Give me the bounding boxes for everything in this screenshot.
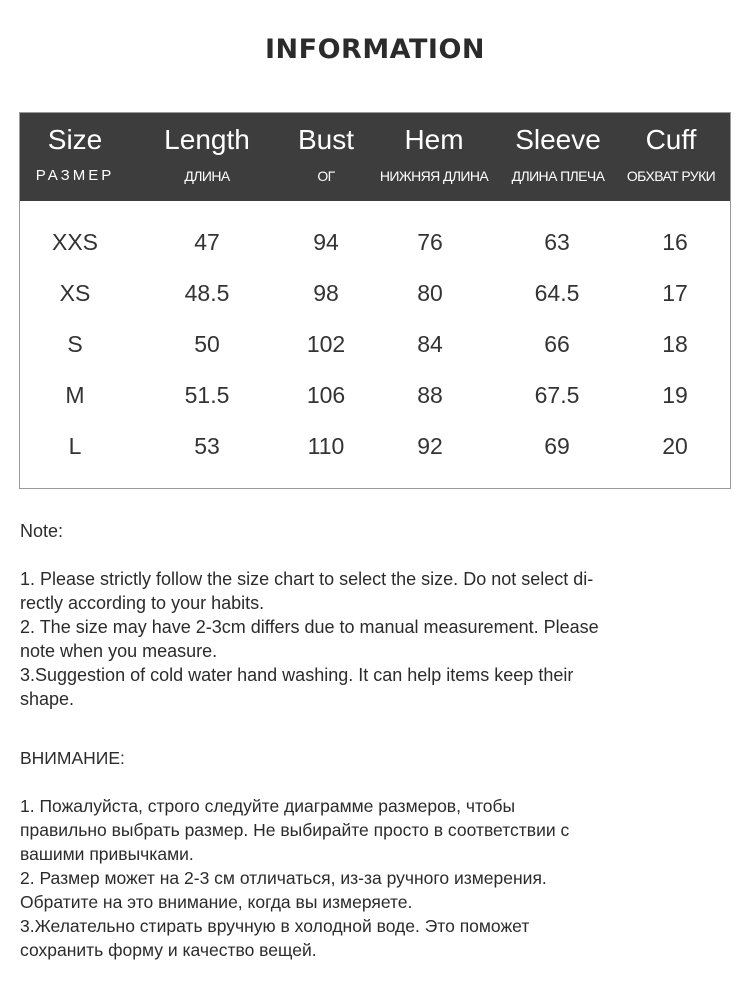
header-bust: Bust (297, 124, 355, 155)
cell-sleeve: 63 (544, 229, 570, 255)
page-title: INFORMATION (264, 34, 485, 65)
header-sleeve-ru: ДЛИНА ПЛЕЧА (511, 168, 605, 184)
table-header (20, 113, 730, 201)
cell-bust: 102 (306, 331, 346, 357)
cell-sleeve: 64.5 (534, 280, 580, 306)
cell-hem: 92 (417, 433, 443, 459)
cell-sleeve: 69 (544, 433, 570, 459)
cell-hem: 88 (417, 382, 443, 408)
cell-size: XXS (51, 229, 99, 255)
note-english (20, 519, 720, 711)
cell-hem: 76 (417, 229, 443, 255)
cell-size: L (68, 433, 82, 459)
cell-length: 48.5 (184, 280, 230, 306)
note-line: 1. Пожалуйста, строго следуйте диаграмме размеров, чтобы (20, 796, 516, 816)
cell-sleeve: 67.5 (534, 382, 580, 408)
cell-hem: 84 (417, 331, 443, 357)
header-length-ru: ДЛИНА (184, 168, 230, 184)
cell-bust: 110 (307, 433, 345, 459)
header-sleeve: Sleeve (515, 124, 601, 155)
cell-cuff: 17 (662, 280, 688, 306)
header-hem-ru: НИЖНЯЯ ДЛИНА (379, 168, 489, 184)
header-length: Length (164, 124, 250, 155)
note-line: 3.Желательно стирать вручную в холодной воде. Это поможет (20, 916, 530, 936)
cell-cuff: 16 (662, 229, 688, 255)
size-chart-table (19, 112, 731, 489)
note-line: 3.Suggestion of cold water hand washing. It can help items keep their (20, 665, 574, 685)
header-hem: Hem (404, 124, 464, 155)
note-line: note when you measure. (20, 641, 218, 661)
cell-bust: 98 (313, 280, 339, 306)
header-size: Size (47, 124, 103, 155)
note-line: Обратите на это внимание, когда вы измеряете. (20, 892, 413, 912)
cell-sleeve: 66 (544, 331, 570, 357)
cell-length: 47 (194, 229, 220, 255)
cell-bust: 94 (313, 229, 339, 255)
note-line: shape. (20, 689, 75, 709)
cell-cuff: 20 (662, 433, 688, 459)
cell-length: 51.5 (184, 382, 230, 408)
note-line: правильно выбрать размер. Не выбирайте просто в соответствии с (20, 820, 570, 840)
note-line: вашими привычками. (20, 844, 194, 864)
cell-hem: 80 (417, 280, 443, 306)
note-heading-ru: ВНИМАНИЕ: (20, 748, 125, 768)
cell-size: S (67, 331, 83, 357)
note-line: сохранить форму и качество вещей. (20, 940, 317, 960)
note-line: 2. Размер может на 2-3 см отличаться, из-за ручного измерения. (20, 868, 547, 888)
header-cuff-ru: ОБХВАТ РУКИ (626, 168, 716, 184)
header-bust-ru: ОГ (317, 168, 335, 184)
note-line: rectly according to your habits. (20, 593, 265, 613)
cell-size: XS (59, 280, 91, 306)
header-cuff: Cuff (645, 124, 697, 155)
cell-bust: 106 (306, 382, 346, 408)
cell-size: M (65, 382, 85, 408)
cell-cuff: 19 (662, 382, 688, 408)
cell-length: 53 (194, 433, 220, 459)
header-size-ru: РАЗМЕР (35, 167, 115, 184)
note-line: 1. Please strictly follow the size chart to select the size. Do not select di- (20, 569, 594, 589)
note-russian (20, 746, 720, 962)
note-heading: Note: (20, 521, 64, 541)
cell-cuff: 18 (662, 331, 688, 357)
cell-length: 50 (194, 331, 220, 357)
note-line: 2. The size may have 2-3cm differs due to manual measurement. Please (20, 617, 599, 637)
